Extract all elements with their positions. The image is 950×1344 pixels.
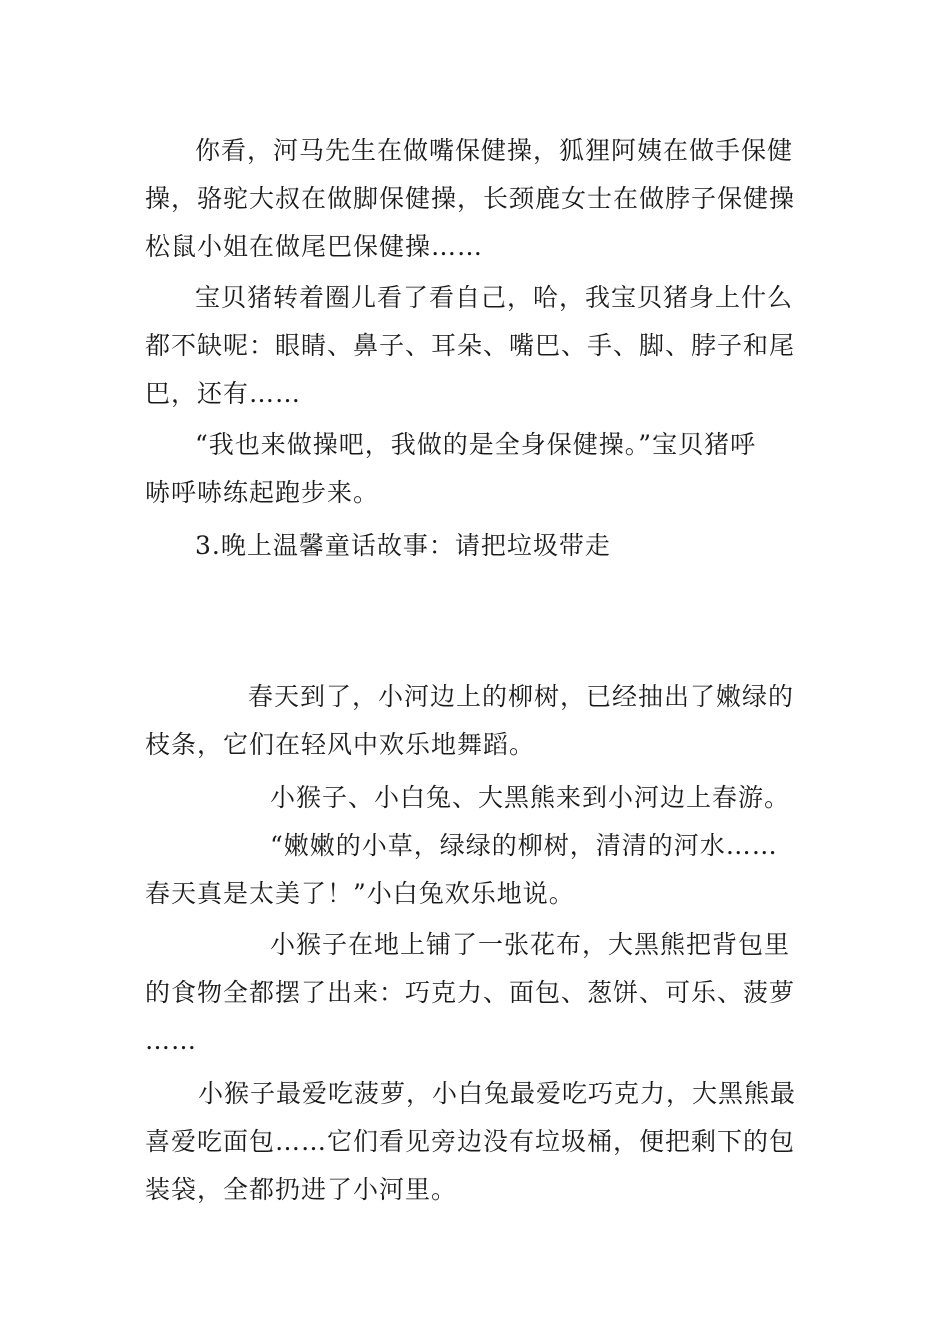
text-line: 喜爱吃面包……它们看见旁边没有垃圾桶，便把剩下的包 [145,1127,796,1156]
text-line: …… [145,1026,197,1055]
text-line: 宝贝猪转着圈儿看了看自己，哈，我宝贝猪身上什么 [195,283,794,312]
paragraph-5 [145,774,790,822]
text-line: 都不缺呢：眼睛、鼻子、耳朵、嘴巴、手、脚、脖子和尾 [145,331,796,360]
text-line: 巴，还有…… [145,379,302,408]
text-line: 哧呼哧练起跑步来。 [145,478,380,507]
text-line: 春天到了，小河边上的柳树，已经抽出了嫩绿的 [248,682,795,711]
paragraph-2 [145,274,795,418]
paragraph-8 [145,1070,796,1214]
text-line: “我也来做操吧，我做的是全身保健操。”宝贝猪呼 [195,430,757,459]
paragraph-7 [145,921,795,1065]
text-line: 小猴子最爱吃菠萝，小白兔最爱吃巧克力，大黑熊最 [198,1079,797,1108]
paragraph-1 [145,127,795,271]
text-line: 松鼠小姐在做尾巴保健操…… [145,232,484,261]
paragraph-3 [145,421,756,517]
text-line: 小猴子在地上铺了一张花布，大黑熊把背包里 [270,930,791,959]
text-line: 装袋，全都扔进了小河里。 [145,1175,458,1204]
text-line: 的食物全都摆了出来：巧克力、面包、葱饼、可乐、菠萝 [145,978,796,1007]
text-line: 操，骆驼大叔在做脚保健操，长颈鹿女士在做脖子保健操 [145,184,796,213]
section-heading [145,522,611,570]
text-line: 你看，河马先生在做嘴保健操，狐狸阿姨在做手保健 [195,136,794,165]
text-line: 枝条，它们在轻风中欢乐地舞蹈。 [145,730,536,759]
text-line: 3.晚上温馨童话故事：请把垃圾带走 [195,531,611,560]
text-line: 小猴子、小白兔、大黑熊来到小河边上春游。 [270,783,791,812]
paragraph-4 [145,673,794,769]
paragraph-6 [145,822,778,918]
text-line: “嫩嫩的小草，绿绿的柳树，清清的河水…… [270,831,778,860]
text-line: 春天真是太美了！”小白兔欢乐地说。 [145,879,575,908]
